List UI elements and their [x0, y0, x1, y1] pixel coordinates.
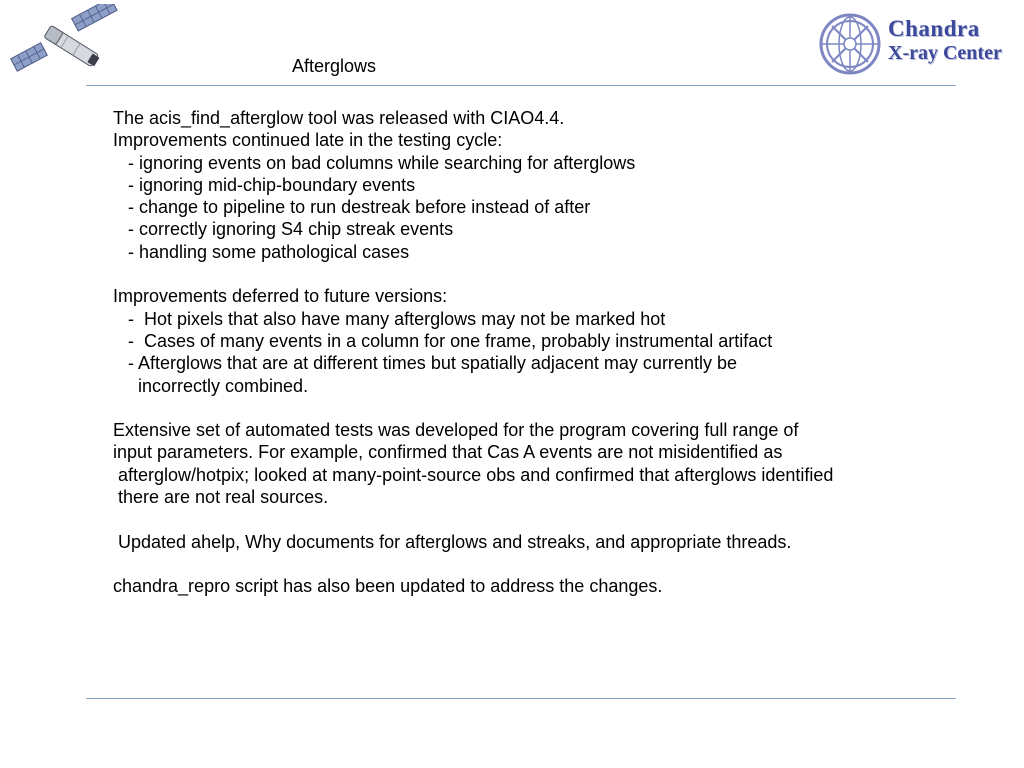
body-line [113, 508, 993, 530]
body-line: - change to pipeline to run destreak before instead of after [113, 197, 591, 218]
slide-body [113, 107, 993, 598]
body-line: The acis_find_afterglow tool was released with CIAO4.4. [113, 108, 565, 128]
body-line [113, 263, 993, 285]
slide-title: Afterglows [292, 56, 377, 76]
body-line: - handling some pathological cases [113, 241, 410, 262]
logo-line-xray-center: X-ray Center [888, 42, 1002, 64]
top-divider [86, 85, 956, 86]
body-line: - ignoring events on bad columns while searching for afterglows [113, 152, 636, 173]
logo-line-chandra: Chandra [888, 16, 980, 41]
body-line: Updated ahelp, Why documents for afterglows and streaks, and appropriate threads. [113, 531, 792, 552]
body-line: afterglow/hotpix; looked at many-point-source obs and confirmed that afterglows identified [113, 464, 834, 485]
body-line: - correctly ignoring S4 chip streak events [113, 219, 454, 240]
body-line: - Hot pixels that also have many afterglows may not be marked hot [113, 308, 666, 329]
body-line: - Afterglows that are at different times but spatially adjacent may currently be [113, 353, 737, 374]
body-line: Improvements continued late in the testing cycle: [113, 130, 503, 151]
chandra-satellite-icon [8, 4, 128, 76]
body-line: input parameters. For example, confirmed that Cas A events are not misidentified as [113, 442, 783, 463]
body-line [113, 553, 993, 575]
body-line: Improvements deferred to future versions: [113, 286, 448, 307]
bottom-divider [86, 698, 956, 699]
body-line: incorrectly combined. [113, 375, 309, 396]
body-line: - ignoring mid-chip-boundary events [113, 174, 416, 195]
body-line: chandra_repro script has also been updated to address the changes. [113, 576, 663, 597]
body-line: Extensive set of automated tests was developed for the program covering full range of [113, 420, 799, 441]
body-line: there are not real sources. [113, 487, 329, 508]
chandra-xray-center-logo [818, 6, 1022, 82]
chandra-circular-emblem-icon [818, 6, 886, 82]
body-line: - Cases of many events in a column for one frame, probably instrumental artifact [113, 330, 773, 351]
body-line [113, 397, 993, 419]
